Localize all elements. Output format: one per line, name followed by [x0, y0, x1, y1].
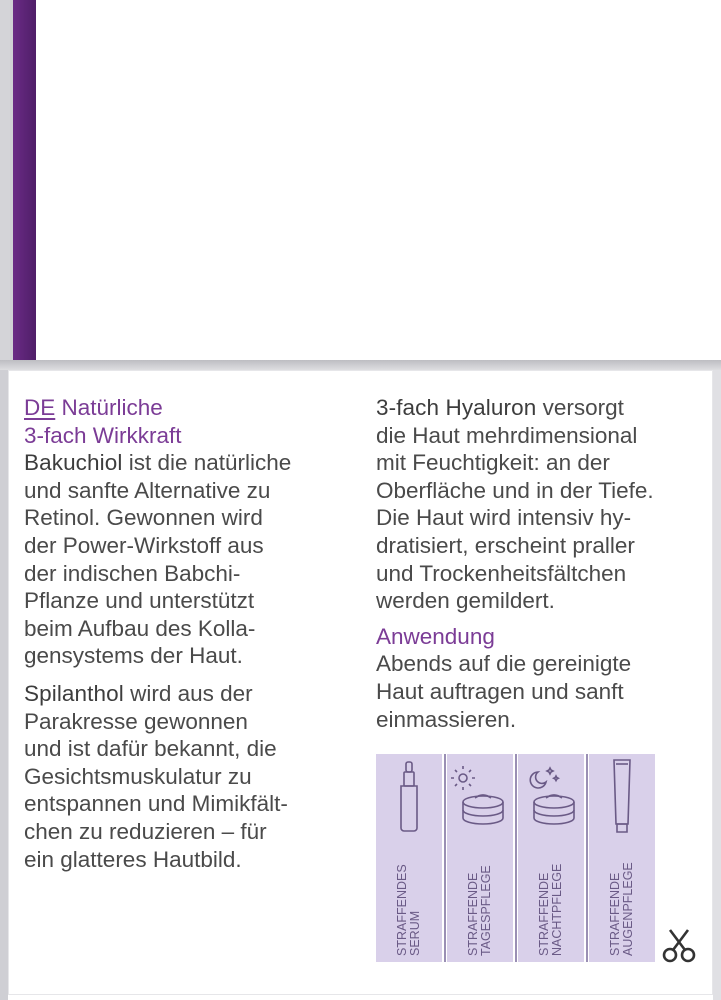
label-line: STRAFFENDE — [537, 872, 551, 956]
text-line: versorgt — [536, 395, 624, 420]
heading-line-2: 3-fach Wirkkraft — [24, 422, 182, 448]
text-line: Pflanze und unterstützt — [24, 588, 255, 614]
day-cream-jar-icon — [447, 754, 513, 844]
product-cell-day-cream — [447, 754, 513, 962]
product-cell-night-cream — [518, 754, 584, 962]
eye-cream-tube-icon — [589, 754, 655, 844]
product-label-night-cream — [538, 836, 564, 956]
text-line: Oberfläche und in der Tiefe. — [376, 477, 654, 503]
product-label-serum — [396, 836, 422, 956]
text-line: ist die natürliche — [122, 450, 292, 476]
hyaluron-paragraph-line — [376, 394, 706, 422]
usage-heading: Anwendung — [376, 623, 495, 649]
product-cell-serum — [376, 754, 442, 962]
text-line: werden gemildert. — [376, 588, 555, 614]
text-line: ein glatteres Hautbild. — [24, 846, 242, 872]
spilanthol-paragraph-line — [24, 680, 354, 708]
serum-bottle-icon — [376, 754, 442, 844]
box-flap — [10, 0, 36, 362]
section-heading — [24, 394, 354, 422]
hyaluron-term: 3-fach Hyaluron — [376, 395, 537, 420]
text-line: gensystems der Haut. — [24, 643, 243, 669]
label-line: STRAFFENDES — [395, 864, 409, 956]
product-line-strip — [376, 754, 656, 962]
product-label-eye-cream — [609, 836, 635, 956]
box-left-edge — [0, 370, 8, 1000]
text-line: Parakresse gewonnen — [24, 708, 248, 734]
box-right-edge — [713, 370, 721, 1000]
text-line: chen zu reduzieren – für — [24, 818, 267, 844]
label-line: TAGESPFLEGE — [479, 865, 493, 956]
bakuchiol-term: Bakuchiol — [24, 450, 123, 476]
text-line: der indischen Babchi- — [24, 560, 241, 586]
product-cell-eye-cream — [589, 754, 655, 962]
text-line: Haut auftragen und sanft — [376, 678, 624, 704]
text-line: der Power-Wirkstoff aus — [24, 532, 264, 558]
left-text-column — [24, 394, 354, 873]
label-line: STRAFFENDE — [608, 872, 622, 956]
label-line: AUGENPFLEGE — [621, 862, 635, 956]
heading-text: Natürliche — [55, 395, 163, 420]
text-line: die Haut mehrdimensional — [376, 422, 638, 448]
text-line: Retinol. Gewonnen wird — [24, 505, 263, 531]
text-line: Die Haut wird intensiv hy- — [376, 505, 632, 531]
text-line: Abends auf die gereinigte — [376, 651, 632, 677]
text-line: wird aus der — [123, 680, 253, 706]
text-line: und ist dafür bekannt, die — [24, 736, 277, 762]
text-line: beim Aufbau des Kolla- — [24, 615, 256, 641]
label-line: SERUM — [408, 910, 422, 956]
spilanthol-term: Spilanthol — [24, 680, 124, 706]
right-text-column — [376, 394, 706, 733]
label-line: STRAFFENDE — [466, 872, 480, 956]
bakuchiol-paragraph-line — [24, 449, 354, 477]
text-line: und sanfte Alternative zu — [24, 477, 271, 503]
label-line: NACHTPFLEGE — [550, 863, 564, 956]
night-cream-jar-icon — [518, 754, 584, 844]
text-line: Gesichtsmuskulatur zu — [24, 763, 252, 789]
text-line: mit Feuchtigkeit: an der — [376, 450, 610, 476]
text-line: entspannen und Mimikfält- — [24, 791, 288, 817]
text-line: einmassieren. — [376, 706, 517, 732]
language-code: DE — [24, 395, 56, 420]
text-line: dratisiert, erscheint praller — [376, 532, 635, 558]
text-line: und Trockenheitsfältchen — [376, 560, 627, 586]
product-label-day-cream — [467, 836, 493, 956]
scissors-icon — [660, 926, 700, 966]
